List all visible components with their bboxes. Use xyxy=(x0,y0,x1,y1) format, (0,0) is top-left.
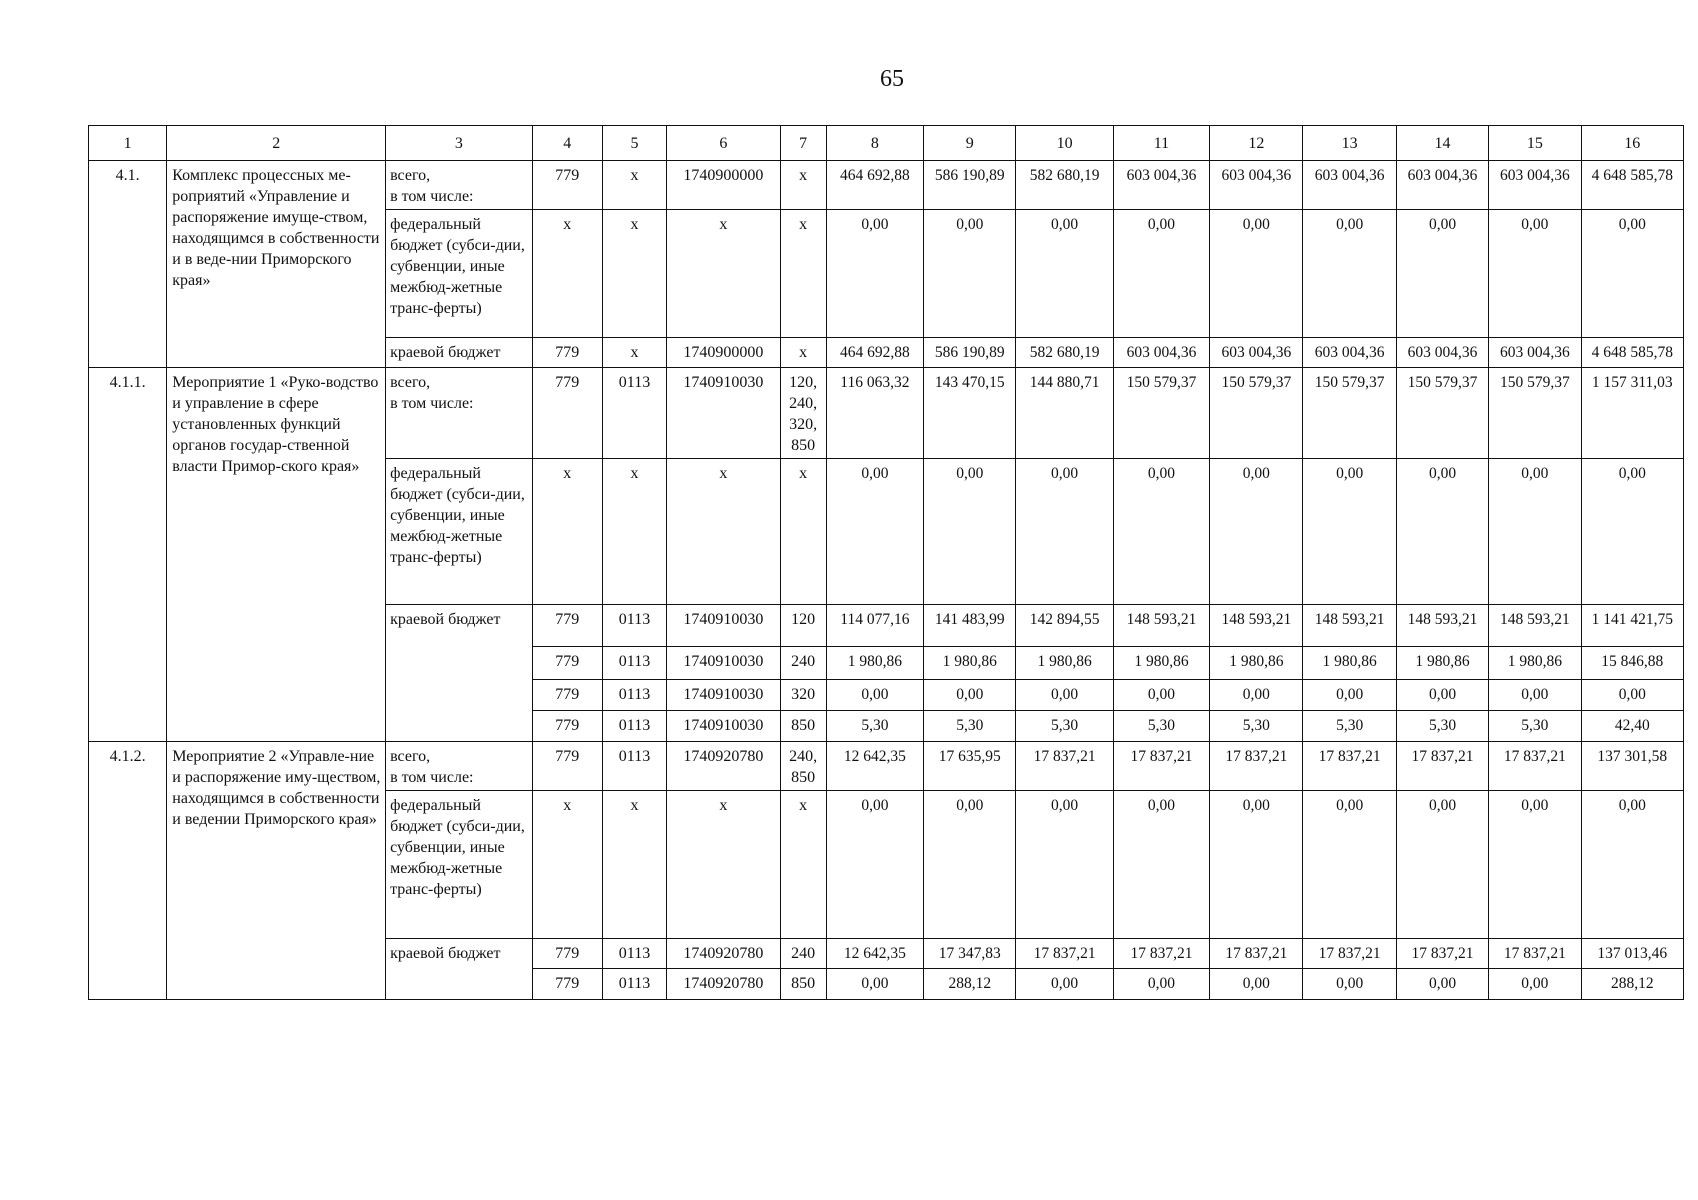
cell-col14: 17 837,21 xyxy=(1396,939,1488,969)
cell-col14: 150 579,37 xyxy=(1396,368,1488,459)
cell-col6: 1740900000 xyxy=(667,338,780,368)
cell-col15: 603 004,36 xyxy=(1489,161,1581,210)
cell-col6: 1740900000 xyxy=(667,161,780,210)
cell-col5: x xyxy=(602,338,666,368)
cell-col14: 0,00 xyxy=(1396,210,1488,338)
source-total-label: всего, в том числе: xyxy=(386,368,533,459)
column-header-13: 13 xyxy=(1303,126,1396,161)
cell-col10: 1 980,86 xyxy=(1016,647,1113,680)
cell-col16: 4 648 585,78 xyxy=(1581,161,1683,210)
cell-col15: 0,00 xyxy=(1489,791,1581,939)
cell-col14: 0,00 xyxy=(1396,680,1488,711)
cell-col10: 0,00 xyxy=(1016,210,1113,338)
cell-col11: 1 980,86 xyxy=(1113,647,1209,680)
cell-col11: 17 837,21 xyxy=(1113,939,1209,969)
cell-col7: 120, 240, 320, 850 xyxy=(780,368,826,459)
cell-col12: 1 980,86 xyxy=(1210,647,1303,680)
cell-col9: 141 483,99 xyxy=(924,605,1016,647)
cell-col15: 1 980,86 xyxy=(1489,647,1581,680)
cell-col6: 1740920780 xyxy=(667,969,780,1000)
source-regional-label: краевой бюджет xyxy=(386,939,533,1000)
cell-col16: 1 141 421,75 xyxy=(1581,605,1683,647)
cell-col10: 17 837,21 xyxy=(1016,742,1113,791)
cell-col6: 1740910030 xyxy=(667,680,780,711)
cell-col15: 0,00 xyxy=(1489,210,1581,338)
cell-col14: 603 004,36 xyxy=(1396,338,1488,368)
row-id: 4.1.2. xyxy=(89,742,167,1000)
cell-col7: x xyxy=(780,459,826,605)
cell-col6: x xyxy=(667,210,780,338)
cell-col15: 0,00 xyxy=(1489,680,1581,711)
cell-col16: 0,00 xyxy=(1581,680,1683,711)
cell-col6: x xyxy=(667,459,780,605)
cell-col4: 779 xyxy=(532,647,602,680)
cell-col11: 0,00 xyxy=(1113,791,1209,939)
cell-col7: 240 xyxy=(780,647,826,680)
cell-col15: 0,00 xyxy=(1489,969,1581,1000)
cell-col16: 1 157 311,03 xyxy=(1581,368,1683,459)
cell-col5: 0113 xyxy=(602,939,666,969)
cell-col7: 850 xyxy=(780,969,826,1000)
source-total-label: всего, в том числе: xyxy=(386,161,533,210)
cell-col11: 148 593,21 xyxy=(1113,605,1209,647)
cell-col8: 464 692,88 xyxy=(826,161,923,210)
column-header-12: 12 xyxy=(1210,126,1303,161)
cell-col14: 17 837,21 xyxy=(1396,742,1488,791)
cell-col8: 0,00 xyxy=(826,210,923,338)
cell-col14: 1 980,86 xyxy=(1396,647,1488,680)
cell-col5: 0113 xyxy=(602,680,666,711)
cell-col8: 5,30 xyxy=(826,711,923,742)
column-header-10: 10 xyxy=(1016,126,1113,161)
row-title: Мероприятие 1 «Руко-водство и управление в сфере установленных функций органов государ-ственной власти Примор-ского края» xyxy=(167,368,386,742)
cell-col5: 0113 xyxy=(602,647,666,680)
cell-col8: 0,00 xyxy=(826,969,923,1000)
cell-col10: 17 837,21 xyxy=(1016,939,1113,969)
cell-col16: 0,00 xyxy=(1581,791,1683,939)
cell-col5: 0113 xyxy=(602,742,666,791)
cell-col13: 1 980,86 xyxy=(1303,647,1396,680)
cell-col8: 12 642,35 xyxy=(826,939,923,969)
cell-col11: 0,00 xyxy=(1113,969,1209,1000)
budget-table xyxy=(88,125,1684,1000)
cell-col7: x xyxy=(780,210,826,338)
row-title: Комплекс процессных ме-роприятий «Управление и распоряжение имуще-ством, находящимся в собственности и в веде-нии Приморского края» xyxy=(167,161,386,368)
source-regional-label: краевой бюджет xyxy=(386,605,533,742)
column-header-15: 15 xyxy=(1489,126,1581,161)
source-regional-label: краевой бюджет xyxy=(386,338,533,368)
cell-col10: 0,00 xyxy=(1016,459,1113,605)
cell-col11: 603 004,36 xyxy=(1113,161,1209,210)
cell-col4: 779 xyxy=(532,742,602,791)
cell-col4: 779 xyxy=(532,338,602,368)
cell-col13: 0,00 xyxy=(1303,210,1396,338)
cell-col7: 850 xyxy=(780,711,826,742)
cell-col11: 0,00 xyxy=(1113,459,1209,605)
cell-col6: 1740910030 xyxy=(667,368,780,459)
source-federal-label: федеральный бюджет (субси-дии, субвенции, иные межбюд-жетные транс-ферты) xyxy=(386,791,533,939)
cell-col11: 603 004,36 xyxy=(1113,338,1209,368)
cell-col12: 0,00 xyxy=(1210,680,1303,711)
table-row-total xyxy=(89,161,1684,210)
cell-col12: 17 837,21 xyxy=(1210,742,1303,791)
cell-col15: 17 837,21 xyxy=(1489,742,1581,791)
cell-col15: 150 579,37 xyxy=(1489,368,1581,459)
cell-col6: 1740920780 xyxy=(667,742,780,791)
table-body xyxy=(89,161,1684,1000)
cell-col13: 17 837,21 xyxy=(1303,939,1396,969)
cell-col4: 779 xyxy=(532,711,602,742)
cell-col6: 1740910030 xyxy=(667,605,780,647)
cell-col14: 5,30 xyxy=(1396,711,1488,742)
cell-col16: 0,00 xyxy=(1581,459,1683,605)
cell-col12: 148 593,21 xyxy=(1210,605,1303,647)
cell-col12: 0,00 xyxy=(1210,210,1303,338)
column-header-9: 9 xyxy=(924,126,1016,161)
column-header-5: 5 xyxy=(602,126,666,161)
cell-col16: 137 301,58 xyxy=(1581,742,1683,791)
cell-col9: 0,00 xyxy=(924,459,1016,605)
cell-col8: 0,00 xyxy=(826,791,923,939)
cell-col14: 603 004,36 xyxy=(1396,161,1488,210)
row-id: 4.1.1. xyxy=(89,368,167,742)
cell-col4: 779 xyxy=(532,939,602,969)
cell-col13: 0,00 xyxy=(1303,459,1396,605)
cell-col11: 0,00 xyxy=(1113,210,1209,338)
cell-col7: x xyxy=(780,338,826,368)
cell-col5: x xyxy=(602,791,666,939)
cell-col13: 603 004,36 xyxy=(1303,161,1396,210)
column-header-4: 4 xyxy=(532,126,602,161)
column-header-7: 7 xyxy=(780,126,826,161)
cell-col9: 17 635,95 xyxy=(924,742,1016,791)
cell-col16: 288,12 xyxy=(1581,969,1683,1000)
column-header-11: 11 xyxy=(1113,126,1209,161)
cell-col7: x xyxy=(780,161,826,210)
column-header-8: 8 xyxy=(826,126,923,161)
cell-col7: 240 xyxy=(780,939,826,969)
cell-col4: 779 xyxy=(532,368,602,459)
cell-col13: 150 579,37 xyxy=(1303,368,1396,459)
cell-col9: 0,00 xyxy=(924,791,1016,939)
cell-col4: 779 xyxy=(532,680,602,711)
source-federal-label: федеральный бюджет (субси-дии, субвенции, иные межбюд-жетные транс-ферты) xyxy=(386,459,533,605)
cell-col5: x xyxy=(602,210,666,338)
cell-col13: 0,00 xyxy=(1303,680,1396,711)
cell-col16: 0,00 xyxy=(1581,210,1683,338)
header-row xyxy=(89,126,1684,161)
cell-col7: 240, 850 xyxy=(780,742,826,791)
cell-col8: 114 077,16 xyxy=(826,605,923,647)
cell-col5: 0113 xyxy=(602,969,666,1000)
cell-col10: 5,30 xyxy=(1016,711,1113,742)
cell-col5: 0113 xyxy=(602,368,666,459)
cell-col15: 17 837,21 xyxy=(1489,939,1581,969)
cell-col14: 0,00 xyxy=(1396,791,1488,939)
cell-col8: 0,00 xyxy=(826,459,923,605)
cell-col11: 150 579,37 xyxy=(1113,368,1209,459)
cell-col13: 0,00 xyxy=(1303,791,1396,939)
cell-col16: 15 846,88 xyxy=(1581,647,1683,680)
cell-col16: 137 013,46 xyxy=(1581,939,1683,969)
cell-col4: x xyxy=(532,791,602,939)
cell-col12: 0,00 xyxy=(1210,791,1303,939)
cell-col15: 148 593,21 xyxy=(1489,605,1581,647)
column-header-1: 1 xyxy=(89,126,167,161)
cell-col5: x xyxy=(602,161,666,210)
cell-col7: 120 xyxy=(780,605,826,647)
cell-col9: 0,00 xyxy=(924,210,1016,338)
cell-col4: 779 xyxy=(532,969,602,1000)
cell-col11: 0,00 xyxy=(1113,680,1209,711)
cell-col9: 1 980,86 xyxy=(924,647,1016,680)
cell-col9: 586 190,89 xyxy=(924,338,1016,368)
cell-col8: 0,00 xyxy=(826,680,923,711)
row-title: Мероприятие 2 «Управле-ние и распоряжение иму-ществом, находящимся в собственности и ведении Приморского края» xyxy=(167,742,386,1000)
cell-col5: x xyxy=(602,459,666,605)
cell-col15: 0,00 xyxy=(1489,459,1581,605)
cell-col16: 4 648 585,78 xyxy=(1581,338,1683,368)
cell-col8: 464 692,88 xyxy=(826,338,923,368)
cell-col4: 779 xyxy=(532,605,602,647)
cell-col12: 0,00 xyxy=(1210,459,1303,605)
cell-col6: 1740910030 xyxy=(667,647,780,680)
column-header-6: 6 xyxy=(667,126,780,161)
cell-col11: 5,30 xyxy=(1113,711,1209,742)
cell-col6: 1740910030 xyxy=(667,711,780,742)
cell-col13: 603 004,36 xyxy=(1303,338,1396,368)
column-header-2: 2 xyxy=(167,126,386,161)
cell-col7: x xyxy=(780,791,826,939)
cell-col10: 142 894,55 xyxy=(1016,605,1113,647)
cell-col4: x xyxy=(532,210,602,338)
cell-col12: 150 579,37 xyxy=(1210,368,1303,459)
column-header-3: 3 xyxy=(386,126,533,161)
cell-col4: 779 xyxy=(532,161,602,210)
source-total-label: всего, в том числе: xyxy=(386,742,533,791)
column-header-14: 14 xyxy=(1396,126,1488,161)
cell-col5: 0113 xyxy=(602,711,666,742)
cell-col9: 0,00 xyxy=(924,680,1016,711)
cell-col10: 0,00 xyxy=(1016,969,1113,1000)
cell-col9: 143 470,15 xyxy=(924,368,1016,459)
cell-col9: 5,30 xyxy=(924,711,1016,742)
column-header-16: 16 xyxy=(1581,126,1683,161)
cell-col12: 17 837,21 xyxy=(1210,939,1303,969)
cell-col10: 582 680,19 xyxy=(1016,338,1113,368)
cell-col7: 320 xyxy=(780,680,826,711)
cell-col11: 17 837,21 xyxy=(1113,742,1209,791)
cell-col15: 5,30 xyxy=(1489,711,1581,742)
cell-col9: 17 347,83 xyxy=(924,939,1016,969)
cell-col4: x xyxy=(532,459,602,605)
row-id: 4.1. xyxy=(89,161,167,368)
cell-col12: 5,30 xyxy=(1210,711,1303,742)
cell-col14: 0,00 xyxy=(1396,459,1488,605)
table-row-total xyxy=(89,368,1684,459)
cell-col10: 144 880,71 xyxy=(1016,368,1113,459)
cell-col13: 148 593,21 xyxy=(1303,605,1396,647)
cell-col8: 116 063,32 xyxy=(826,368,923,459)
cell-col9: 586 190,89 xyxy=(924,161,1016,210)
cell-col8: 1 980,86 xyxy=(826,647,923,680)
cell-col12: 0,00 xyxy=(1210,969,1303,1000)
table-row-total xyxy=(89,742,1684,791)
cell-col10: 0,00 xyxy=(1016,791,1113,939)
cell-col16: 42,40 xyxy=(1581,711,1683,742)
cell-col10: 0,00 xyxy=(1016,680,1113,711)
cell-col14: 148 593,21 xyxy=(1396,605,1488,647)
cell-col6: 1740920780 xyxy=(667,939,780,969)
source-federal-label: федеральный бюджет (субси-дии, субвенции, иные межбюд-жетные транс-ферты) xyxy=(386,210,533,338)
cell-col14: 0,00 xyxy=(1396,969,1488,1000)
cell-col8: 12 642,35 xyxy=(826,742,923,791)
cell-col10: 582 680,19 xyxy=(1016,161,1113,210)
cell-col12: 603 004,36 xyxy=(1210,338,1303,368)
cell-col5: 0113 xyxy=(602,605,666,647)
cell-col15: 603 004,36 xyxy=(1489,338,1581,368)
cell-col6: x xyxy=(667,791,780,939)
cell-col13: 17 837,21 xyxy=(1303,742,1396,791)
cell-col13: 0,00 xyxy=(1303,969,1396,1000)
page-number: 65 xyxy=(880,66,904,92)
cell-col13: 5,30 xyxy=(1303,711,1396,742)
cell-col12: 603 004,36 xyxy=(1210,161,1303,210)
cell-col9: 288,12 xyxy=(924,969,1016,1000)
